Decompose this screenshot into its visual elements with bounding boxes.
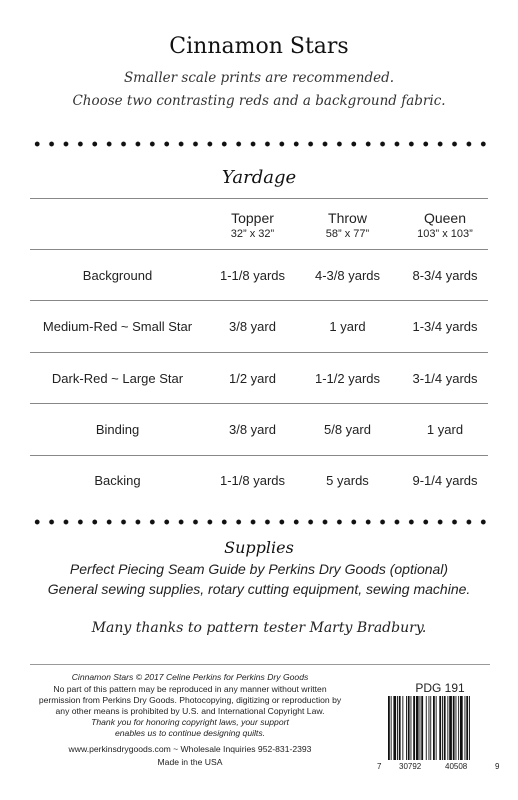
- yardage-heading: Yardage: [221, 167, 297, 188]
- subtitle-recommendation: Smaller scale prints are recommended.: [123, 70, 395, 86]
- footer-copyright: Cinnamon Stars © 2017 Celine Perkins for Perkins Dry Goods: [71, 672, 309, 682]
- footer-made-in: Made in the USA: [157, 757, 223, 767]
- barcode-bar: [397, 696, 398, 760]
- column-header-topper: Topper: [231, 210, 274, 226]
- barcode-bar: [416, 696, 419, 760]
- barcode-bar: [430, 696, 431, 760]
- cell-value: 3/8 yard: [229, 319, 276, 334]
- cell-value: 8-3/4 yards: [412, 268, 478, 283]
- row-rule: [30, 352, 488, 353]
- cell-value: 3/8 yard: [229, 422, 276, 437]
- barcode-bar: [399, 696, 401, 760]
- table-header-rule: [30, 249, 488, 250]
- column-header-queen: Queen: [423, 210, 467, 226]
- row-rule: [30, 455, 488, 456]
- barcode-bar: [453, 696, 455, 760]
- barcode-bar: [442, 696, 443, 760]
- footer-thanks-1: Thank you for honoring copyright laws, your support: [91, 717, 289, 727]
- barcode-bar: [426, 696, 427, 760]
- supplies-line-seam-guide: Perfect Piecing Seam Guide by Perkins Dry Goods (optional): [69, 561, 449, 577]
- barcode-bar: [402, 696, 403, 760]
- barcode-bar: [458, 696, 459, 760]
- footer-legal-3: any other means is prohibited by U.S. and International Copyright Law.: [55, 706, 325, 716]
- cell-value: 3-1/4 yards: [412, 371, 478, 386]
- barcode-bar: [388, 696, 390, 760]
- cell-value: 5/8 yard: [324, 422, 371, 437]
- barcode-bars: [387, 696, 493, 760]
- barcode-bar: [420, 696, 421, 760]
- dotted-divider-top: [30, 141, 490, 147]
- column-size-topper: 32” x 32”: [230, 228, 275, 240]
- cell-value: 9-1/4 yards: [412, 473, 478, 488]
- row-rule: [30, 403, 488, 404]
- barcode-bar: [466, 696, 468, 760]
- barcode-bar: [465, 696, 466, 760]
- footer-legal-1: No part of this pattern may be reproduced in any manner without written: [53, 684, 327, 694]
- barcode-bar: [436, 696, 437, 760]
- column-header-throw: Throw: [328, 210, 367, 226]
- cell-value: 1-1/2 yards: [314, 371, 381, 386]
- barcode-bar: [433, 696, 435, 760]
- barcode-bar: [421, 696, 423, 760]
- supplies-line-general: General sewing supplies, rotary cutting equipment, sewing machine.: [47, 581, 471, 597]
- footer-website: www.perkinsdrygoods.com ~ Wholesale Inquiries 952-831-2393: [68, 744, 312, 754]
- row-label-medium-red: Medium-Red ~ Small Star: [42, 319, 193, 334]
- barcode-bar: [411, 696, 412, 760]
- barcode-bar: [447, 696, 448, 760]
- cell-value: 1-1/8 yards: [219, 268, 286, 283]
- row-label-background: Background: [82, 268, 153, 283]
- barcode-bar: [439, 696, 441, 760]
- barcode-bar: [393, 696, 396, 760]
- barcode-digit-check: 9: [495, 762, 500, 771]
- supplies-heading: Supplies: [224, 538, 294, 557]
- cell-value: 1/2 yard: [229, 371, 276, 386]
- table-top-rule: [30, 198, 488, 199]
- cell-value: 1 yard: [426, 422, 464, 437]
- row-label-binding: Binding: [95, 422, 140, 437]
- barcode-bar: [456, 696, 457, 760]
- pattern-code: PDG 191: [415, 681, 465, 695]
- footer-divider: [30, 664, 490, 665]
- barcode-bar: [469, 696, 470, 760]
- cell-value: 5 yards: [326, 473, 369, 488]
- column-size-throw: 58” x 77”: [325, 228, 370, 240]
- footer-legal-2: permission from Perkins Dry Goods. Photocopying, digitizing or reproduction by: [38, 695, 342, 705]
- row-label-backing: Backing: [94, 473, 141, 488]
- tester-thanks: Many thanks to pattern tester Marty Bradbury.: [91, 620, 427, 636]
- barcode-digit-lead: 7: [377, 762, 382, 771]
- barcode-bar: [406, 696, 407, 760]
- subtitle-fabric-choice: Choose two contrasting reds and a background fabric.: [72, 93, 446, 109]
- barcode-bar: [449, 696, 452, 760]
- cell-value: 1 yard: [329, 319, 366, 334]
- row-label-dark-red: Dark-Red ~ Large Star: [51, 371, 184, 386]
- cell-value: 1-1/8 yards: [219, 473, 286, 488]
- column-size-queen: 103” x 103”: [417, 228, 473, 240]
- barcode-bar: [391, 696, 392, 760]
- page-title: Cinnamon Stars: [169, 34, 349, 59]
- barcode-bar: [460, 696, 463, 760]
- footer-thanks-2: enables us to continue designing quilts.: [114, 728, 266, 738]
- barcode-digits: [377, 762, 502, 774]
- barcode: [387, 696, 493, 760]
- barcode-bar: [413, 696, 415, 760]
- barcode-bar: [429, 696, 430, 760]
- barcode-bar: [408, 696, 410, 760]
- dotted-divider-bottom: [30, 519, 490, 525]
- cell-value: 1-3/4 yards: [412, 319, 478, 334]
- barcode-bar: [444, 696, 446, 760]
- barcode-digit-right: 40508: [445, 762, 468, 771]
- barcode-digit-left: 30792: [399, 762, 422, 771]
- row-rule: [30, 300, 488, 301]
- cell-value: 4-3/8 yards: [314, 268, 381, 283]
